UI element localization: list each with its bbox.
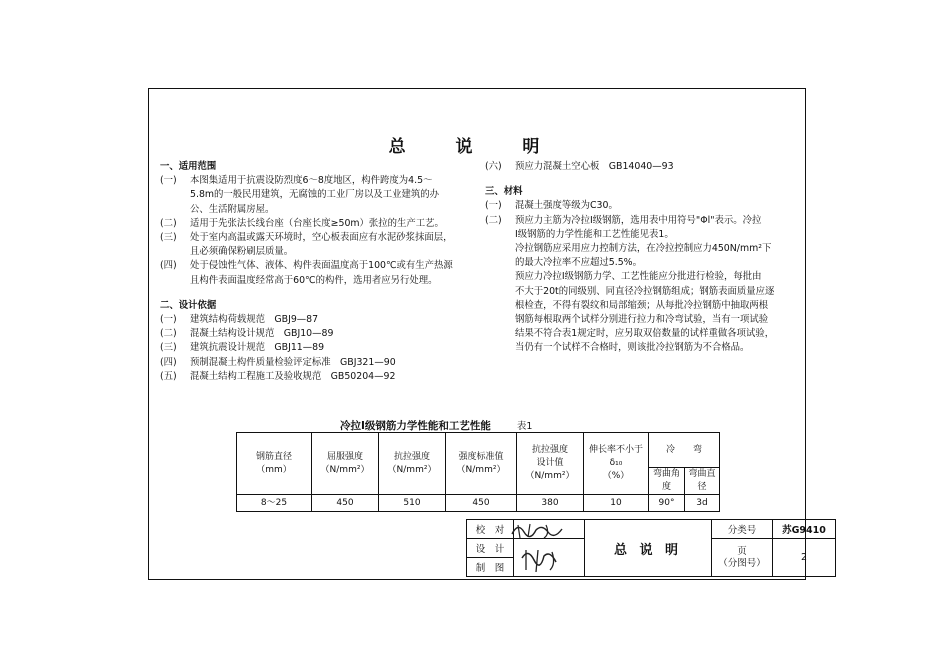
clause-item xyxy=(160,313,482,327)
clause-text: 建筑结构荷载规范 GBJ9—87 xyxy=(190,314,319,326)
clause-number: (四) xyxy=(160,356,177,368)
table-caption xyxy=(340,418,532,433)
clause-item xyxy=(160,341,482,355)
clause-text: 混凝土结构工程施工及验收规范 GB50204—92 xyxy=(190,370,396,382)
clause-item xyxy=(485,160,797,174)
clause-text: 预制混凝土构件质量检验评定标准 GBJ321—90 xyxy=(190,356,396,368)
cell-elongation: 10 xyxy=(584,495,649,512)
cell-bend-angle: 90° xyxy=(649,495,685,512)
header-bend-diameter: 弯曲直径 xyxy=(685,468,720,495)
clause-text: 预应力混凝土空心板 GB14040—93 xyxy=(515,161,674,172)
spacer xyxy=(485,174,797,185)
left-column xyxy=(160,160,482,384)
header-standard: 强度标准值 （N/mm²） xyxy=(446,433,517,495)
clause-number: (二) xyxy=(160,328,177,340)
clause-number: (三) xyxy=(160,342,177,354)
clause-number: (三) xyxy=(160,232,177,244)
clause-item xyxy=(160,370,482,384)
cell-yield: 450 xyxy=(312,495,379,512)
clause-text: 预应力主筋为冷拉Ⅰ级钢筋，选用表中用符号"Φl"表示。冷拉 Ⅰ级钢筋的力学性能和工艺性能见表1。 冷拉钢筋应采用应力控制方法，在冷拉控制应力450N/mm²下 的最大冷拉率不应超过5.5%。 预应力冷拉Ⅰ级钢筋力学、工艺性能应分批进行检验，每批由 不大于20t的同级别、同直径冷拉钢筋组成；钢筋表面质量应逐 根检查，不得有裂纹和局部缩颈；从每批冷拉钢筋中抽取两根 钢筋每根取两个试样分别进行拉力和冷弯试验，当有一项试验 结果不符合表1规定时，应另取双倍数量的试样重做各项试验， 当仍有一个试样不合格时，则该批冷拉钢筋为不合格品。 xyxy=(515,214,775,354)
right-column xyxy=(485,160,797,356)
clause-item xyxy=(160,217,482,231)
clause-text: 处于室内高温或露天环境时，空心板表面应有水泥砂浆抹面层， 且必须确保粉刷层质量。 xyxy=(190,232,453,258)
clause-item xyxy=(160,327,482,341)
cell-bend-diameter: 3d xyxy=(685,495,720,512)
table-row xyxy=(237,495,720,512)
cell-tensile: 510 xyxy=(379,495,446,512)
clause-number: (二) xyxy=(160,217,177,229)
table-number: 表1 xyxy=(516,421,533,432)
header-bend: 冷 弯 xyxy=(649,433,720,468)
spacer xyxy=(160,288,482,299)
clause-item xyxy=(485,214,797,356)
clause-item xyxy=(160,356,482,370)
clause-item xyxy=(160,174,482,217)
category-value: 苏G9410 xyxy=(773,520,836,539)
clause-number: (五) xyxy=(160,370,177,382)
clause-text: 建筑抗震设计规范 GBJ11—89 xyxy=(190,342,325,354)
category-label: 分类号 xyxy=(712,520,773,539)
cell-diameter: 8～25 xyxy=(237,495,312,512)
rebar-properties-table xyxy=(236,432,720,512)
clause-number: (六) xyxy=(485,161,502,172)
header-yield: 屈服强度 （N/mm²） xyxy=(312,433,379,495)
clause-text: 本图集适用于抗震设防烈度6～8度地区，构件跨度为4.5～ 5.8m的一般民用建筑，无腐蚀的工业厂房以及工业建筑的办 公、生活附属房屋。 xyxy=(190,175,440,215)
header-diameter: 钢筋直径 （mm） xyxy=(237,433,312,495)
section-heading: 一、适用范围 xyxy=(160,161,217,172)
clause-number: (二) xyxy=(485,214,502,226)
design-label: 设 计 xyxy=(467,539,514,558)
clause-text: 混凝土结构设计规范 GBJ10—89 xyxy=(190,328,334,340)
cell-standard: 450 xyxy=(446,495,517,512)
signature-marks xyxy=(508,520,570,576)
clause-item xyxy=(485,199,797,213)
page-label: 页 （分图号） xyxy=(712,539,773,577)
page-title: 总 说 明 xyxy=(388,137,562,157)
draw-label: 制 图 xyxy=(467,558,514,577)
table-title: 冷拉Ⅰ级钢筋力学性能和工艺性能 xyxy=(340,420,491,432)
section-heading: 二、设计依据 xyxy=(160,299,217,311)
clause-number: (一) xyxy=(160,175,177,187)
clause-item xyxy=(160,231,482,259)
cell-design: 380 xyxy=(517,495,584,512)
header-elongation: 伸长率不小于 δ₁₀ （%） xyxy=(584,433,649,495)
section-heading: 三、材料 xyxy=(485,186,523,198)
clause-text: 混凝土强度等级为C30。 xyxy=(515,200,618,212)
clause-text: 处于侵蚀性气体、液体、构件表面温度高于100℃或有生产热源 且构件表面温度经常高于60℃的构件，选用者应另行处理。 xyxy=(190,260,453,286)
clause-number: (一) xyxy=(160,314,177,326)
header-design: 抗拉强度 设计值 （N/mm²） xyxy=(517,433,584,495)
header-tensile: 抗拉强度 （N/mm²） xyxy=(379,433,446,495)
check-label: 校 对 xyxy=(467,520,514,539)
clause-item xyxy=(160,259,482,287)
drawing-name: 总 说 明 xyxy=(585,520,712,577)
clause-number: (四) xyxy=(160,260,177,272)
page-value: 2 xyxy=(773,539,836,577)
header-bend-angle: 弯曲角度 xyxy=(649,468,685,495)
clause-text: 适用于先张法长线台座（台座长度≥50m）张拉的生产工艺。 xyxy=(190,217,444,229)
clause-number: (一) xyxy=(485,200,502,212)
